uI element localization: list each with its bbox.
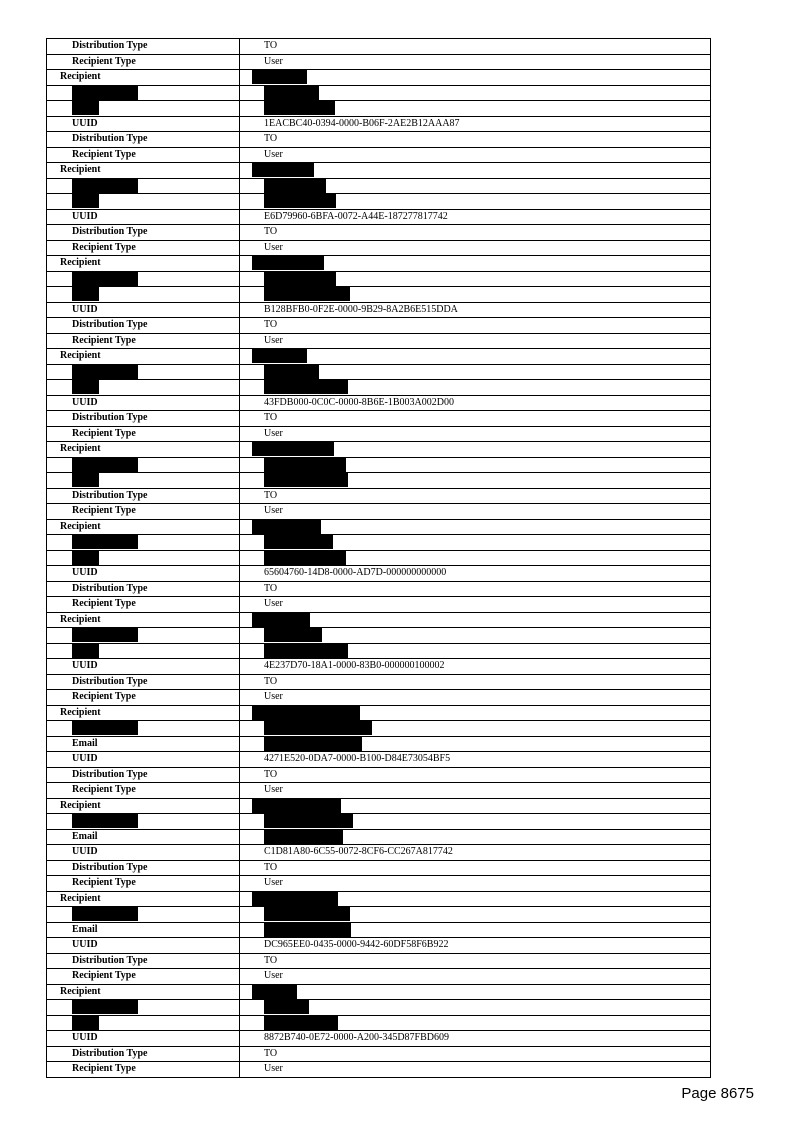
redaction-block bbox=[264, 1016, 338, 1030]
table-row bbox=[47, 209, 711, 225]
table-row bbox=[47, 85, 711, 101]
field-value: DC965EE0-0435-0000-9442-60DF58F6B922 bbox=[240, 938, 711, 954]
field-label: Email bbox=[47, 829, 240, 845]
redaction-block bbox=[264, 923, 351, 937]
table-row bbox=[47, 907, 711, 923]
field-value: User bbox=[240, 240, 711, 256]
table-row bbox=[47, 364, 711, 380]
field-label: UUID bbox=[47, 845, 240, 861]
field-label: Recipient bbox=[47, 163, 240, 179]
field-value: User bbox=[240, 1062, 711, 1078]
field-value: 65604760-14D8-0000-AD7D-000000000000 bbox=[240, 566, 711, 582]
redacted-value bbox=[240, 721, 711, 737]
table-row bbox=[47, 612, 711, 628]
field-label: UUID bbox=[47, 566, 240, 582]
field-value: 43FDB000-0C0C-0000-8B6E-1B003A002D00 bbox=[240, 395, 711, 411]
field-label: Recipient Type bbox=[47, 333, 240, 349]
table-row bbox=[47, 705, 711, 721]
redaction-block bbox=[72, 721, 138, 735]
field-label: Recipient bbox=[47, 349, 240, 365]
table-row bbox=[47, 690, 711, 706]
table-row bbox=[47, 953, 711, 969]
field-label: Recipient Type bbox=[47, 1062, 240, 1078]
redacted-value bbox=[240, 535, 711, 551]
redacted-label bbox=[47, 628, 240, 644]
redacted-value bbox=[240, 891, 711, 907]
redaction-block bbox=[72, 101, 99, 115]
redaction-block bbox=[252, 520, 321, 534]
field-label: Recipient Type bbox=[47, 426, 240, 442]
field-label: Recipient Type bbox=[47, 597, 240, 613]
table-row bbox=[47, 984, 711, 1000]
field-label: UUID bbox=[47, 209, 240, 225]
redaction-block bbox=[72, 551, 99, 565]
table-row bbox=[47, 674, 711, 690]
table-row bbox=[47, 597, 711, 613]
redacted-value bbox=[240, 1000, 711, 1016]
redacted-value bbox=[240, 364, 711, 380]
field-label: Recipient bbox=[47, 442, 240, 458]
table-row bbox=[47, 969, 711, 985]
redaction-block bbox=[252, 706, 360, 720]
field-label: Distribution Type bbox=[47, 488, 240, 504]
table-row bbox=[47, 876, 711, 892]
field-label: Distribution Type bbox=[47, 318, 240, 334]
redaction-block bbox=[72, 365, 138, 379]
redaction-block bbox=[264, 628, 322, 642]
redaction-block bbox=[264, 380, 348, 394]
field-value: User bbox=[240, 426, 711, 442]
table-row bbox=[47, 333, 711, 349]
redaction-block bbox=[264, 737, 362, 751]
field-label: Distribution Type bbox=[47, 581, 240, 597]
redaction-block bbox=[252, 256, 324, 270]
table-row bbox=[47, 1031, 711, 1047]
redaction-block bbox=[264, 535, 333, 549]
field-label: Distribution Type bbox=[47, 225, 240, 241]
table-row bbox=[47, 891, 711, 907]
redaction-block bbox=[252, 985, 297, 999]
redacted-label bbox=[47, 101, 240, 117]
field-label: Recipient Type bbox=[47, 969, 240, 985]
table-row bbox=[47, 39, 711, 55]
table-row bbox=[47, 271, 711, 287]
table-row bbox=[47, 116, 711, 132]
field-label: Recipient Type bbox=[47, 147, 240, 163]
table-row bbox=[47, 442, 711, 458]
redacted-value bbox=[240, 705, 711, 721]
table-row bbox=[47, 70, 711, 86]
redacted-value bbox=[240, 287, 711, 303]
field-label: Email bbox=[47, 922, 240, 938]
field-label: Distribution Type bbox=[47, 674, 240, 690]
field-label: Recipient Type bbox=[47, 240, 240, 256]
table-row bbox=[47, 845, 711, 861]
field-label: Recipient bbox=[47, 70, 240, 86]
field-label: UUID bbox=[47, 1031, 240, 1047]
redacted-label bbox=[47, 721, 240, 737]
redacted-value bbox=[240, 798, 711, 814]
redaction-block bbox=[72, 380, 99, 394]
table-row bbox=[47, 721, 711, 737]
field-value: User bbox=[240, 690, 711, 706]
redacted-value bbox=[240, 612, 711, 628]
field-value: User bbox=[240, 597, 711, 613]
redaction-block bbox=[264, 1000, 309, 1014]
table-row bbox=[47, 318, 711, 334]
redacted-label bbox=[47, 194, 240, 210]
redaction-block bbox=[72, 644, 99, 658]
field-label: UUID bbox=[47, 116, 240, 132]
field-value: TO bbox=[240, 411, 711, 427]
table-row bbox=[47, 581, 711, 597]
table-row bbox=[47, 643, 711, 659]
redacted-value bbox=[240, 442, 711, 458]
field-label: Recipient Type bbox=[47, 690, 240, 706]
redacted-value bbox=[240, 907, 711, 923]
field-value: 1EACBC40-0394-0000-B06F-2AE2B12AAA87 bbox=[240, 116, 711, 132]
redaction-block bbox=[72, 473, 99, 487]
redacted-value bbox=[240, 1015, 711, 1031]
redaction-block bbox=[72, 272, 138, 286]
redaction-block bbox=[264, 194, 336, 208]
table-row bbox=[47, 814, 711, 830]
redacted-value bbox=[240, 70, 711, 86]
table-row bbox=[47, 566, 711, 582]
table-row bbox=[47, 504, 711, 520]
redacted-value bbox=[240, 922, 711, 938]
table-row bbox=[47, 860, 711, 876]
redacted-value bbox=[240, 814, 711, 830]
redaction-block bbox=[264, 458, 346, 472]
table-row bbox=[47, 349, 711, 365]
field-label: Distribution Type bbox=[47, 39, 240, 55]
table-row bbox=[47, 132, 711, 148]
redaction-block bbox=[72, 179, 138, 193]
field-value: User bbox=[240, 147, 711, 163]
redaction-block bbox=[252, 442, 334, 456]
redaction-block bbox=[264, 907, 350, 921]
table-row bbox=[47, 426, 711, 442]
field-value: User bbox=[240, 876, 711, 892]
redaction-block bbox=[72, 194, 99, 208]
redacted-value bbox=[240, 519, 711, 535]
field-value: 4E237D70-18A1-0000-83B0-000000100002 bbox=[240, 659, 711, 675]
field-label: UUID bbox=[47, 395, 240, 411]
redacted-value bbox=[240, 380, 711, 396]
field-label: UUID bbox=[47, 752, 240, 768]
redaction-block bbox=[72, 86, 138, 100]
redacted-value bbox=[240, 271, 711, 287]
redacted-label bbox=[47, 1015, 240, 1031]
table-row bbox=[47, 767, 711, 783]
table-row bbox=[47, 457, 711, 473]
table-row bbox=[47, 225, 711, 241]
redaction-block bbox=[72, 628, 138, 642]
redacted-label bbox=[47, 287, 240, 303]
table-row bbox=[47, 101, 711, 117]
table-row bbox=[47, 411, 711, 427]
redacted-label bbox=[47, 457, 240, 473]
page-number: Page 8675 bbox=[681, 1085, 754, 1102]
redaction-block bbox=[252, 892, 338, 906]
field-value: TO bbox=[240, 581, 711, 597]
field-label: Distribution Type bbox=[47, 860, 240, 876]
field-value: C1D81A80-6C55-0072-8CF6-CC267A817742 bbox=[240, 845, 711, 861]
field-label: Distribution Type bbox=[47, 411, 240, 427]
field-value: TO bbox=[240, 674, 711, 690]
field-value: 8872B740-0E72-0000-A200-345D87FBD609 bbox=[240, 1031, 711, 1047]
field-label: Distribution Type bbox=[47, 1046, 240, 1062]
field-label: Recipient bbox=[47, 798, 240, 814]
field-value: 4271E520-0DA7-0000-B100-D84E73054BF5 bbox=[240, 752, 711, 768]
table-row bbox=[47, 302, 711, 318]
field-value: TO bbox=[240, 1046, 711, 1062]
field-label: Distribution Type bbox=[47, 953, 240, 969]
redacted-value bbox=[240, 473, 711, 489]
field-label: Email bbox=[47, 736, 240, 752]
field-label: UUID bbox=[47, 659, 240, 675]
table-row bbox=[47, 380, 711, 396]
redaction-block bbox=[264, 101, 335, 115]
table-row bbox=[47, 783, 711, 799]
table-row bbox=[47, 163, 711, 179]
table-row bbox=[47, 535, 711, 551]
table-row bbox=[47, 1015, 711, 1031]
field-value: TO bbox=[240, 39, 711, 55]
redaction-block bbox=[72, 458, 138, 472]
redacted-label bbox=[47, 85, 240, 101]
redacted-value bbox=[240, 457, 711, 473]
field-label: Recipient bbox=[47, 519, 240, 535]
redaction-block bbox=[264, 830, 343, 844]
field-label: Recipient Type bbox=[47, 504, 240, 520]
redacted-label bbox=[47, 643, 240, 659]
redacted-label bbox=[47, 814, 240, 830]
table-row bbox=[47, 194, 711, 210]
table-row bbox=[47, 395, 711, 411]
redacted-label bbox=[47, 364, 240, 380]
field-label: Distribution Type bbox=[47, 132, 240, 148]
redaction-block bbox=[264, 721, 372, 735]
redacted-label bbox=[47, 907, 240, 923]
redacted-value bbox=[240, 643, 711, 659]
redacted-value bbox=[240, 349, 711, 365]
redaction-block bbox=[252, 799, 341, 813]
redaction-block bbox=[72, 535, 138, 549]
redacted-value bbox=[240, 984, 711, 1000]
table-row bbox=[47, 752, 711, 768]
redaction-block bbox=[264, 814, 353, 828]
redaction-block bbox=[264, 179, 326, 193]
field-label: UUID bbox=[47, 938, 240, 954]
field-value: User bbox=[240, 333, 711, 349]
table-row bbox=[47, 659, 711, 675]
redacted-label bbox=[47, 1000, 240, 1016]
field-value: E6D79960-6BFA-0072-A44E-187277817742 bbox=[240, 209, 711, 225]
table-row bbox=[47, 1046, 711, 1062]
table-row bbox=[47, 1062, 711, 1078]
redacted-value bbox=[240, 256, 711, 272]
field-label: Recipient Type bbox=[47, 54, 240, 70]
field-value: TO bbox=[240, 225, 711, 241]
field-label: Recipient Type bbox=[47, 783, 240, 799]
redaction-block bbox=[72, 814, 138, 828]
redaction-block bbox=[252, 613, 310, 627]
field-value: User bbox=[240, 783, 711, 799]
field-value: TO bbox=[240, 132, 711, 148]
table-row bbox=[47, 178, 711, 194]
table-row bbox=[47, 628, 711, 644]
redacted-value bbox=[240, 736, 711, 752]
redacted-value bbox=[240, 829, 711, 845]
field-value: B128BFB0-0F2E-0000-9B29-8A2B6E515DDA bbox=[240, 302, 711, 318]
table-row bbox=[47, 256, 711, 272]
redacted-label bbox=[47, 380, 240, 396]
field-label: Recipient bbox=[47, 891, 240, 907]
field-value: TO bbox=[240, 767, 711, 783]
field-value: TO bbox=[240, 318, 711, 334]
table-row bbox=[47, 240, 711, 256]
redaction-block bbox=[72, 1000, 138, 1014]
redaction-block bbox=[264, 551, 346, 565]
redaction-block bbox=[264, 365, 319, 379]
redaction-block bbox=[264, 86, 319, 100]
field-value: TO bbox=[240, 488, 711, 504]
redacted-label bbox=[47, 535, 240, 551]
redacted-label bbox=[47, 550, 240, 566]
field-label: Recipient bbox=[47, 256, 240, 272]
table-row bbox=[47, 147, 711, 163]
field-label: Recipient bbox=[47, 612, 240, 628]
table-row bbox=[47, 287, 711, 303]
redaction-block bbox=[252, 70, 307, 84]
redacted-label bbox=[47, 271, 240, 287]
field-label: Recipient bbox=[47, 984, 240, 1000]
field-value: TO bbox=[240, 860, 711, 876]
field-value: TO bbox=[240, 953, 711, 969]
table-row bbox=[47, 473, 711, 489]
redacted-value bbox=[240, 163, 711, 179]
redacted-value bbox=[240, 101, 711, 117]
table-row bbox=[47, 488, 711, 504]
table-row bbox=[47, 736, 711, 752]
table-row bbox=[47, 550, 711, 566]
redaction-block bbox=[264, 644, 348, 658]
recipient-table bbox=[46, 38, 711, 1078]
redaction-block bbox=[252, 163, 314, 177]
field-label: Recipient Type bbox=[47, 876, 240, 892]
field-value: User bbox=[240, 54, 711, 70]
redaction-block bbox=[264, 473, 348, 487]
redacted-value bbox=[240, 178, 711, 194]
redaction-block bbox=[252, 349, 307, 363]
field-label: Recipient bbox=[47, 705, 240, 721]
redaction-block bbox=[72, 1016, 99, 1030]
table-row bbox=[47, 1000, 711, 1016]
redaction-block bbox=[264, 287, 350, 301]
field-label: Distribution Type bbox=[47, 767, 240, 783]
table-row bbox=[47, 798, 711, 814]
table-row bbox=[47, 54, 711, 70]
redaction-block bbox=[264, 272, 336, 286]
redacted-label bbox=[47, 473, 240, 489]
field-label: UUID bbox=[47, 302, 240, 318]
redacted-value bbox=[240, 550, 711, 566]
redaction-block bbox=[72, 287, 99, 301]
field-value: User bbox=[240, 969, 711, 985]
redacted-value bbox=[240, 628, 711, 644]
table-row bbox=[47, 829, 711, 845]
table-row bbox=[47, 519, 711, 535]
field-value: User bbox=[240, 504, 711, 520]
table-row bbox=[47, 938, 711, 954]
redacted-value bbox=[240, 194, 711, 210]
redaction-block bbox=[72, 907, 138, 921]
table-row bbox=[47, 922, 711, 938]
redacted-label bbox=[47, 178, 240, 194]
redacted-value bbox=[240, 85, 711, 101]
